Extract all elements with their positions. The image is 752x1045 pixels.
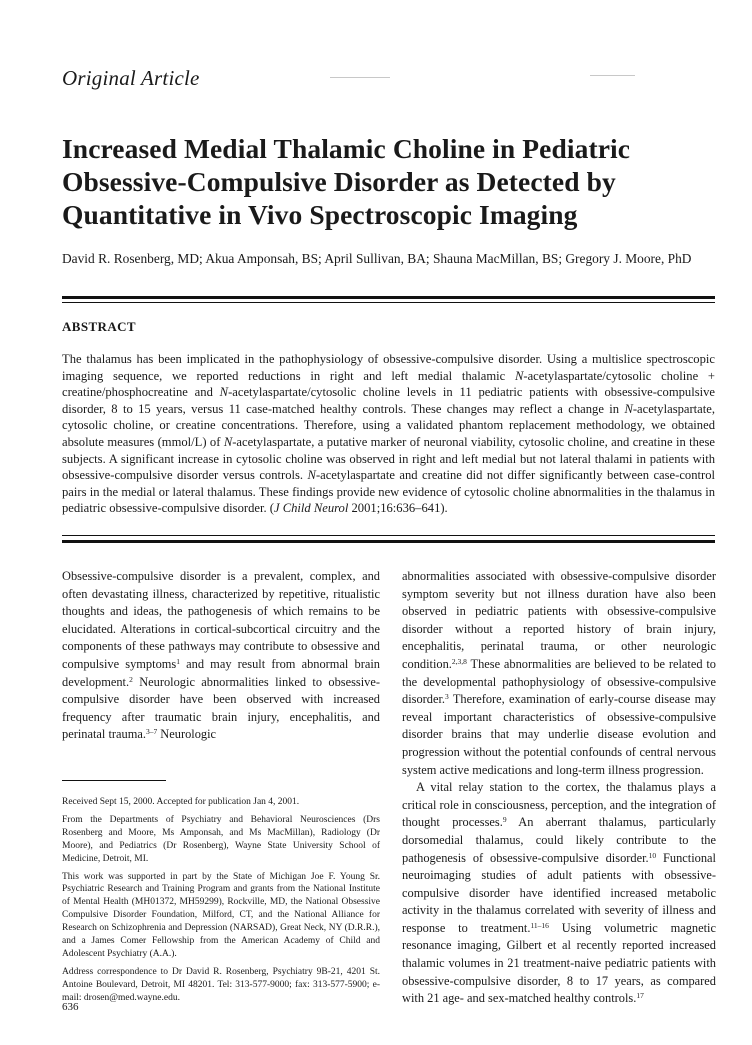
- page-number: 636: [62, 1001, 79, 1013]
- body-column-right: [402, 568, 716, 1008]
- abstract-heading: ABSTRACT: [62, 319, 136, 334]
- footnote-received: Received Sept 15, 2000. Accepted for publication Jan 4, 2001.: [62, 797, 300, 807]
- footnote-support: This work was supported in part by the State of Michigan Joe F. Young Sr. Psychiatric Research and Training Program and grants from the National Institute of Mental Health (MH01372, MH59299), Rockville, MD, the National Obsessive Compulsive Disorder Foundation, Milford, CT, and the National Alliance for Research on Schizophrenia and Depression (NARSAD), Great Neck, NY (D.R.R.), and a James Comer Fellowship from the American Academy of Child and Adolescent Psychiatry (A.A.).: [62, 871, 380, 959]
- citation-journal: J Child Neurol: [273, 501, 349, 516]
- abstract-bottom-rule: [62, 540, 715, 543]
- abstract-top-rule-thin: [62, 302, 715, 303]
- body-paragraph: abnormalities associated with obsessive-compulsive disorder symptom severity but not illness duration have also been observed in pediatric patients with obsessive-compulsive disorder without a reported history of brain injury, encephalitis, perinatal trauma, or other neurologic condition.$^{2,3,8}$ These abnormalities are believed to be related to the developmental pathophysiology of obsessive-compulsive disorder.$^3$ Therefore, examination of early-course disease may reveal important characteristics of obsessive-compulsive disorder brains that may underlie disease evolution and progression without the potential confounds of central nervous system active medications and long-term illness progression.: [402, 569, 716, 777]
- footnote-correspondence: Address correspondence to Dr David R. Rosenberg, Psychiatry 9B-21, 4201 St. Antoine Boulevard, Detroit, MI 48201. Tel: 313-577-9000; fax: 313-577-5900; e-mail: drosen@med.wayne.edu.: [62, 966, 380, 1003]
- footnote-affiliations: From the Departments of Psychiatry and Behavioral Neurosciences (Drs Rosenberg and Moore, Ms Amponsah, and Ms MacMillan), Radiology (Dr Moore), and Pediatrics (Dr Rosenberg), Wayne State University School of Medicine, Detroit, MI.: [62, 814, 380, 864]
- section-label: Original Article: [62, 66, 200, 90]
- body-paragraph: Obsessive-compulsive disorder is a prevalent, complex, and often devastating illness, characterized by repetitive, ritualistic thoughts and ideas, the pathogenesis of which remains to be elucidated. Alterations in cortical-subcortical circuitry and the components of these pathways may contribute to obsessive and compulsive symptoms$^1$ and may result from abnormal brain development.$^2$ Neurologic abnormalities linked to obsessive-compulsive disorder have been observed with increased frequency after traumatic brain injury, encephalitis, and perinatal trauma.$^{3-7}$ Neurologic: [62, 569, 380, 742]
- abstract-text: The thalamus has been implicated in the pathophysiology of obsessive-compulsive disorder. Using a multislice spectroscopic imaging sequence, we reported reductions in right and left medial thalamic N-acetylaspartate/cytosolic choline + creatine/phosphocreatine and N-acetylaspartate/cytosolic choline levels in 11 pediatric patients with obsessive-compulsive disorder, 8 to 15 years, versus 11 case-matched healthy controls. These changes may reflect a change in N-acetylaspartate, cytosolic choline, or creatine concentrations. Therefore, using a validated phantom replacement methodology, we obtained absolute measures (mmol/L) of N-acetylaspartate, a putative marker of neuronal viability, cytosolic choline, and creatine in these subjects. A significant increase in cytosolic choline was observed in right and left medial but not lateral thalami in patients with obsessive-compulsive disorder versus controls. N-acetylaspartate and creatine did not differ significantly between case-control pairs in the medial or lateral thalamus. These findings provide new evidence of cytosolic choline abnormalities in the thalamus in pediatric obsessive-compulsive disorder. (J Child Neurol 2001;16:636–641).: [62, 352, 715, 516]
- author-list: David R. Rosenberg, MD; Akua Amponsah, BS; April Sullivan, BA; Shauna MacMillan, BS; Gregory J. Moore, PhD: [62, 251, 692, 266]
- abstract-bottom-rule-thin: [62, 535, 715, 536]
- body-column-left: [62, 568, 380, 744]
- scan-artifact: [590, 75, 635, 76]
- scan-artifact: [330, 77, 390, 78]
- footnote-rule: [62, 780, 166, 781]
- footnotes: [62, 796, 380, 1010]
- body-paragraph: A vital relay station to the cortex, the thalamus plays a critical role in consciousness, perception, and the integration of thought processes.$^9$ An aberrant thalamus, particularly dorsomedial thalamus, could likely contribute to the pathogenesis of obsessive-compulsive disorder.$^{10}$ Functional neuroimaging studies of adult patients with obsessive-compulsive disorder have identified increased metabolic activity in the thalamus correlated with severity of illness and response to treatment.$^{11-16}$ Using volumetric magnetic resonance imaging, Gilbert et al recently reported increased thalamic volumes in 21 treatment-naive pediatric patients with obsessive-compulsive disorder, 8 to 17 years, as compared with 21 age- and sex-matched healthy controls.$^{17}$: [402, 780, 716, 1006]
- abstract-top-rule: [62, 296, 715, 299]
- article-title: Increased Medial Thalamic Choline in Pediatric Obsessive-Compulsive Disorder as Detected by Quantitative in Vivo Spectroscopic Imaging: [62, 133, 631, 230]
